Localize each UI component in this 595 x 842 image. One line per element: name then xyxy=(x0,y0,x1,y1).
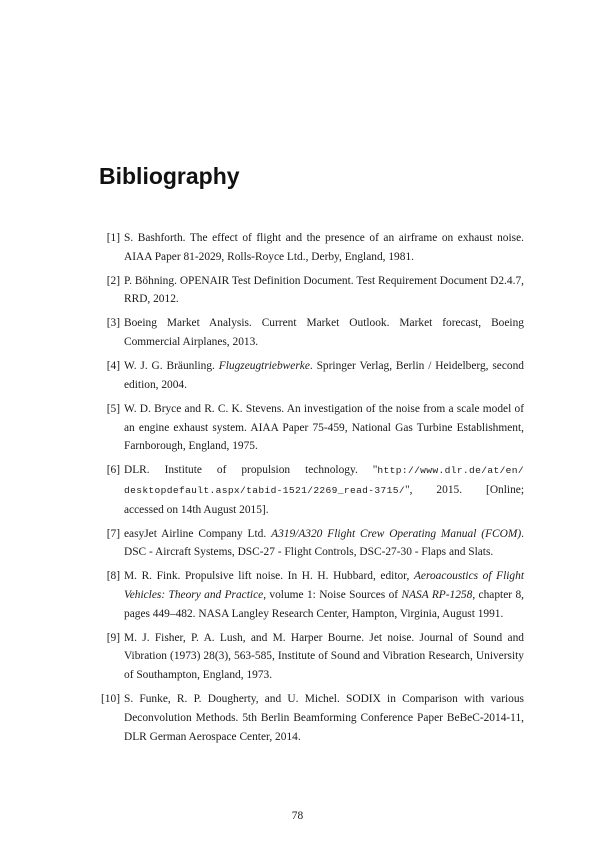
reference-entry xyxy=(88,690,524,746)
reference-text xyxy=(124,229,524,266)
reference-number: [1] xyxy=(106,232,120,244)
reference-number: [7] xyxy=(106,527,120,540)
reference-text-segment: W. J. G. Bräunling. xyxy=(124,360,219,373)
reference-entry xyxy=(88,314,524,351)
reference-entry xyxy=(88,567,524,623)
reference-number: [4] xyxy=(106,360,120,373)
reference-text xyxy=(124,690,524,746)
reference-text xyxy=(124,314,524,351)
reference-italic-title: NASA RP-1258 xyxy=(401,589,473,602)
page-number: 78 xyxy=(291,810,304,822)
reference-number: [6] xyxy=(106,464,120,477)
reference-text-segment: W. D. Bryce and R. C. K. Stevens. An investigation of the noise from a scale model of an engine exhaust system. AIAA Paper 75-459, National Gas Turbine Establishment, Farnborough, England, 1975. xyxy=(124,402,524,453)
reference-number: [10] xyxy=(101,693,120,706)
reference-url: http://www.dlr.de/at/en/ desktopdefault.aspx/tabid-1521/2269_read-3715/ xyxy=(124,465,524,496)
reference-number: [3] xyxy=(106,317,120,330)
reference-number: [8] xyxy=(106,570,120,583)
reference-text-segment: . DSC - Aircraft Systems, DSC-27 - Flight Controls, DSC-27-30 - Flaps and Slats. xyxy=(124,527,524,559)
reference-italic-title: Flugzeugtriebwerke xyxy=(218,360,310,373)
reference-text-segment: S. Bashforth. The effect of flight and the presence of an airframe on exhaust noise. AIAA Paper 81-2029, Rolls-Royce Ltd., Derby, England, 1981. xyxy=(124,232,524,263)
reference-number: [2] xyxy=(106,274,120,287)
reference-text-segment: easyJet Airline Company Ltd. xyxy=(124,527,272,540)
reference-text xyxy=(124,461,524,519)
reference-text xyxy=(124,629,524,685)
reference-text-segment: M. J. Fisher, P. A. Lush, and M. Harper Bourne. Jet noise. Journal of Sound and Vibration (1973) 28(3), 563-585, Institute of Sound and Vibration Research, University of Southampton, England, 1973. xyxy=(124,631,524,682)
chapter-title: Bibliography xyxy=(99,163,240,189)
reference-text-segment: S. Funke, R. P. Dougherty, and U. Michel. SODIX in Comparison with various Deconvolution Methods. 5th Berlin Beamforming Conference Paper BeBeC-2014-11, DLR German Aerospace Center, 2014. xyxy=(124,693,524,743)
reference-text-segment: DLR. Institute of propulsion technology. " xyxy=(124,464,378,477)
reference-text-segment: Boeing Market Analysis. Current Market Outlook. Market forecast, Boeing Commercial Airplanes, 2013. xyxy=(124,317,524,349)
reference-text xyxy=(124,525,524,562)
reference-entry xyxy=(88,400,524,456)
reference-italic-title: A319/A320 Flight Crew Operating Manual (FCOM) xyxy=(271,527,522,540)
reference-text xyxy=(124,357,524,394)
reference-text xyxy=(124,272,524,309)
reference-text-segment: , chapter 8, pages 449–482. NASA Langley Research Center, Hampton, Virginia, August 1991. xyxy=(124,589,524,620)
reference-text-segment: P. Böhning. OPENAIR Test Definition Document. Test Requirement Document D2.4.7, RRD, 2012. xyxy=(124,274,524,306)
reference-number: [5] xyxy=(106,402,120,415)
reference-list xyxy=(88,229,524,752)
reference-text xyxy=(124,400,524,456)
reference-entry xyxy=(88,461,524,519)
reference-entry xyxy=(88,525,524,562)
reference-italic-title: Aeroacoustics of Flight Vehicles: Theory and Practice xyxy=(124,570,524,602)
reference-text-segment: , volume 1: Noise Sources of xyxy=(263,589,402,602)
reference-text-segment: M. R. Fink. Propulsive lift noise. In H. H. Hubbard, editor, xyxy=(124,570,414,583)
reference-text xyxy=(124,567,524,623)
reference-text-segment: . Springer Verlag, Berlin / Heidelberg, second edition, 2004. xyxy=(124,360,524,391)
reference-entry xyxy=(88,357,524,394)
reference-text-segment: ", 2015. [Online; accessed on 14th August 2015]. xyxy=(124,483,524,516)
reference-number: [9] xyxy=(106,631,120,644)
reference-entry xyxy=(88,629,524,685)
reference-entry xyxy=(88,229,524,266)
reference-entry xyxy=(88,272,524,309)
